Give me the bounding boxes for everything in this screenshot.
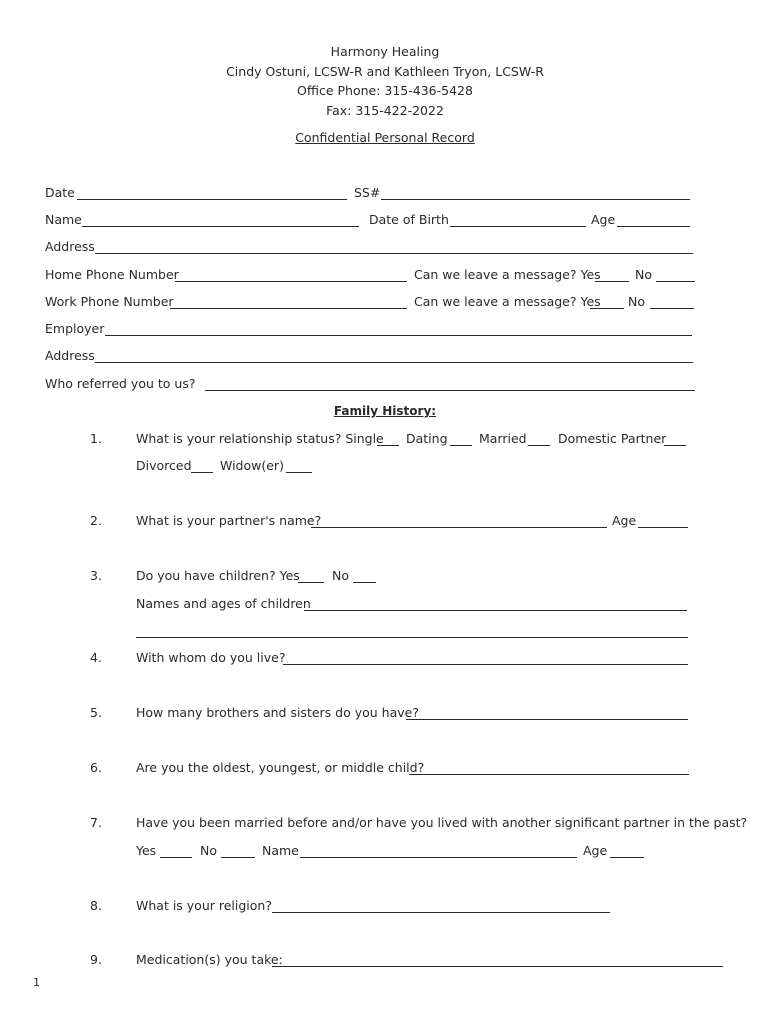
- q1-dating-field[interactable]: [450, 445, 472, 446]
- leave-message-label-2: Can we leave a message? Yes: [414, 294, 601, 309]
- leave-message-no-2[interactable]: [650, 308, 694, 309]
- q3-names-field[interactable]: [304, 610, 687, 611]
- q7-yes-field[interactable]: [160, 857, 192, 858]
- q7-age-label: Age: [583, 843, 608, 858]
- no-label-2: No: [628, 294, 645, 309]
- q2-age-field[interactable]: [638, 527, 688, 528]
- name-field[interactable]: [82, 226, 359, 227]
- q1-single-field[interactable]: [377, 445, 399, 446]
- q7-text: Have you been married before and/or have you lived with another significant partner in the past?: [136, 815, 748, 830]
- address-label: Address: [45, 239, 95, 254]
- name-label: Name: [45, 212, 82, 227]
- q3-names-field-2[interactable]: [136, 637, 688, 638]
- q7-number: 7.: [90, 815, 102, 830]
- q1-married-field[interactable]: [528, 445, 550, 446]
- employer-field[interactable]: [105, 335, 692, 336]
- q3-no-label: No: [332, 568, 349, 583]
- q1-widow-field[interactable]: [286, 472, 312, 473]
- q3-names-label: Names and ages of children: [136, 596, 311, 611]
- referred-field[interactable]: [205, 390, 695, 391]
- home-phone-label: Home Phone Number: [45, 267, 179, 282]
- q1-dating-label: Dating: [406, 431, 448, 446]
- q2-age-label: Age: [612, 513, 637, 528]
- q7-no-label: No: [200, 843, 217, 858]
- q5-field[interactable]: [406, 719, 688, 720]
- leave-message-label-1: Can we leave a message? Yes: [414, 267, 601, 282]
- q1-text: What is your relationship status? Single: [136, 431, 384, 446]
- family-history-title: Family History:: [333, 404, 437, 418]
- dob-field[interactable]: [450, 226, 586, 227]
- leave-message-yes-1[interactable]: [595, 281, 629, 282]
- q7-no-field[interactable]: [221, 857, 255, 858]
- q1-divorced-field[interactable]: [191, 472, 213, 473]
- address-field[interactable]: [95, 253, 693, 254]
- q1-widow-label: Widow(er): [220, 458, 284, 473]
- q3-text: Do you have children? Yes: [136, 568, 300, 583]
- q8-field[interactable]: [272, 912, 610, 913]
- q3-number: 3.: [90, 568, 102, 583]
- q4-text: With whom do you live?: [136, 650, 286, 665]
- employer-address-label: Address: [45, 348, 95, 363]
- q2-partner-field[interactable]: [311, 527, 607, 528]
- q7-yes-label: Yes: [136, 843, 157, 858]
- form-title: Confidential Personal Record: [295, 130, 475, 145]
- fax: Fax: 315-422-2022: [326, 103, 444, 118]
- q6-field[interactable]: [409, 774, 689, 775]
- ss-label: SS#: [354, 185, 381, 200]
- q2-text: What is your partner's name?: [136, 513, 322, 528]
- q3-yes-field[interactable]: [298, 582, 324, 583]
- date-field[interactable]: [77, 199, 347, 200]
- q7-name-label: Name: [262, 843, 299, 858]
- q1-domestic-field[interactable]: [664, 445, 686, 446]
- employer-label: Employer: [45, 321, 105, 336]
- referred-label: Who referred you to us?: [45, 376, 196, 391]
- q1-domestic-label: Domestic Partner: [558, 431, 667, 446]
- q1-number: 1.: [90, 431, 102, 446]
- q6-number: 6.: [90, 760, 102, 775]
- age-field[interactable]: [617, 226, 690, 227]
- office-phone: Office Phone: 315-436-5428: [297, 83, 473, 98]
- work-phone-field[interactable]: [170, 308, 407, 309]
- q7-name-field[interactable]: [300, 857, 577, 858]
- q2-number: 2.: [90, 513, 102, 528]
- work-phone-label: Work Phone Number: [45, 294, 174, 309]
- page-number: 1: [33, 976, 40, 989]
- ss-field[interactable]: [381, 199, 690, 200]
- q6-text: Are you the oldest, youngest, or middle child?: [136, 760, 425, 775]
- q4-field[interactable]: [283, 664, 688, 665]
- q8-number: 8.: [90, 898, 102, 913]
- q5-text: How many brothers and sisters do you have?: [136, 705, 419, 720]
- q8-text: What is your religion?: [136, 898, 272, 913]
- no-label-1: No: [635, 267, 652, 282]
- leave-message-yes-2[interactable]: [590, 308, 624, 309]
- q7-age-field[interactable]: [610, 857, 644, 858]
- q9-number: 9.: [90, 952, 102, 967]
- clinicians: Cindy Ostuni, LCSW-R and Kathleen Tryon, LCSW-R: [226, 64, 544, 79]
- employer-address-field[interactable]: [95, 362, 693, 363]
- q9-field[interactable]: [272, 966, 723, 967]
- q9-text: Medication(s) you take:: [136, 952, 283, 967]
- q3-no-field[interactable]: [353, 582, 376, 583]
- q4-number: 4.: [90, 650, 102, 665]
- dob-label: Date of Birth: [369, 212, 449, 227]
- age-label: Age: [591, 212, 616, 227]
- practice-name: Harmony Healing: [330, 44, 440, 59]
- home-phone-field[interactable]: [175, 281, 407, 282]
- q1-married-label: Married: [479, 431, 527, 446]
- q5-number: 5.: [90, 705, 102, 720]
- q1-divorced-label: Divorced: [136, 458, 192, 473]
- leave-message-no-1[interactable]: [656, 281, 695, 282]
- date-label: Date: [45, 185, 75, 200]
